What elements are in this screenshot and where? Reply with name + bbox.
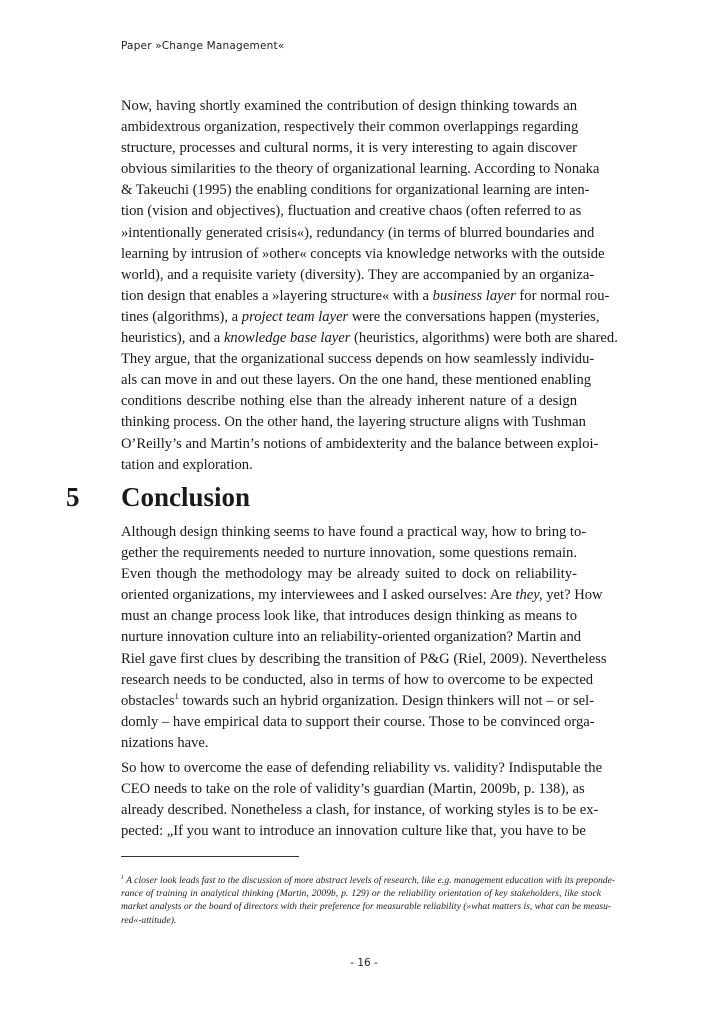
- text-line: pected: „If you want to introduce an innovation culture like that, you have to be: [121, 823, 586, 840]
- text-line: Even though the methodology may be already suited to dock on reliability-: [121, 566, 577, 583]
- running-header: Paper »Change Management«: [121, 40, 285, 52]
- page-number: - 16 -: [350, 957, 378, 969]
- text-line: Now, having shortly examined the contribution of design thinking towards an: [121, 98, 577, 114]
- text-line: CEO needs to take on the role of validity’s guardian (Martin, 2009b, p. 138), as: [121, 781, 585, 798]
- paragraph-ambidexterity: [121, 96, 618, 476]
- text-line: tines (algorithms), a project team layer were the conversations happen (mysteries,: [121, 308, 600, 325]
- text-line: oriented organizations, my interviewees and I asked ourselves: Are they, yet? How: [121, 587, 603, 604]
- footnote-line: red«-attitude).: [121, 914, 177, 926]
- footnote-1: [121, 874, 616, 927]
- text-line: als can move in and out these layers. On the one hand, these mentioned enabling: [121, 372, 592, 389]
- section-title: Conclusion: [121, 482, 251, 512]
- text-line: & Takeuchi (1995) the enabling conditions for organizational learning are inten-: [121, 182, 590, 199]
- footnote-line: market analysts or the board of directors with their preference for measurable reliability (»what matters is, what can be measu-: [121, 901, 612, 913]
- footnote-line: $^1$ A closer look leads fast to the discussion of more abstract levels of research, like e.g. management education with its preponde-: [121, 874, 616, 886]
- text-line: Riel gave first clues by describing the transition of P&G (Riel, 2009). Nevertheless: [121, 650, 607, 667]
- text-line: research needs to be conducted, also in terms of how to overcome to be expected: [121, 671, 594, 688]
- text-line: gether the requirements needed to nurture innovation, some questions remain.: [121, 545, 577, 562]
- text-line: O’Reilly’s and Martin’s notions of ambidexterity and the balance between exploi-: [121, 435, 599, 452]
- text-line: ambidextrous organization, respectively their common overlappings regarding: [121, 119, 579, 136]
- text-line: already described. Nonetheless a clash, for instance, of working styles is to be ex-: [121, 802, 599, 819]
- paragraph-conclusion-2: [121, 758, 603, 842]
- section-heading-conclusion: [66, 482, 250, 513]
- footnote-marker: 1: [121, 874, 124, 881]
- text-line: heuristics), and a knowledge base layer (heuristics, algorithms) were both are shared.: [121, 330, 618, 347]
- text-line: thinking process. On the other hand, the layering structure aligns with Tushman: [121, 414, 586, 431]
- text-line: learning by intrusion of »other« concepts via knowledge networks with the outside: [121, 245, 605, 262]
- text-line: obvious similarities to the theory of organizational learning. According to Nonaka: [121, 161, 600, 178]
- term-project-team-layer: project team layer: [241, 308, 349, 325]
- section-number: 5: [66, 482, 80, 512]
- paragraph-conclusion-1: [121, 522, 607, 754]
- text-line: tation and exploration.: [121, 456, 253, 473]
- text-line: nurture innovation culture into an reliability-oriented organization? Martin and: [121, 629, 582, 646]
- text-line: structure, processes and cultural norms, it is very interesting to again discover: [121, 140, 577, 157]
- text-line: nizations have.: [121, 734, 209, 751]
- text-line: »intentionally generated crisis«), redundancy (in terms of blurred boundaries and: [121, 224, 595, 241]
- footnote-reference[interactable]: 1: [174, 690, 179, 701]
- text-line: obstacles$^1$ towards such an hybrid organization. Design thinkers will not – or sel-: [121, 690, 595, 709]
- text-line: They argue, that the organizational success depends on how seamlessly individu-: [121, 351, 595, 368]
- footnote-line: rance of training in analytical thinking (Martin, 2009b, p. 129) or the reliability orientation of key stakeholders, like stock: [121, 888, 601, 900]
- text-line: Although design thinking seems to have found a practical way, how to bring to-: [121, 524, 587, 540]
- text-line: tion (vision and objectives), fluctuation and creative chaos (often referred to as: [121, 203, 582, 220]
- text-line: tion design that enables a »layering structure« with a business layer for normal rou-: [121, 287, 610, 304]
- text-line: must an change process look like, that introduces design thinking as means to: [121, 608, 577, 625]
- text-line: conditions describe nothing else than the already inherent nature of a design: [121, 393, 577, 410]
- text-line: world), and a requisite variety (diversity). They are accompanied by an organiza-: [121, 266, 595, 283]
- footnote-divider: [121, 856, 299, 857]
- text-line: So how to overcome the ease of defending reliability vs. validity? Indisputable the: [121, 760, 603, 776]
- emphasis-they: they,: [515, 587, 543, 604]
- term-business-layer: business layer: [432, 287, 516, 304]
- term-knowledge-base-layer: knowledge base layer: [223, 330, 351, 347]
- text-line: domly – have empirical data to support their course. Those to be convinced orga-: [121, 713, 595, 730]
